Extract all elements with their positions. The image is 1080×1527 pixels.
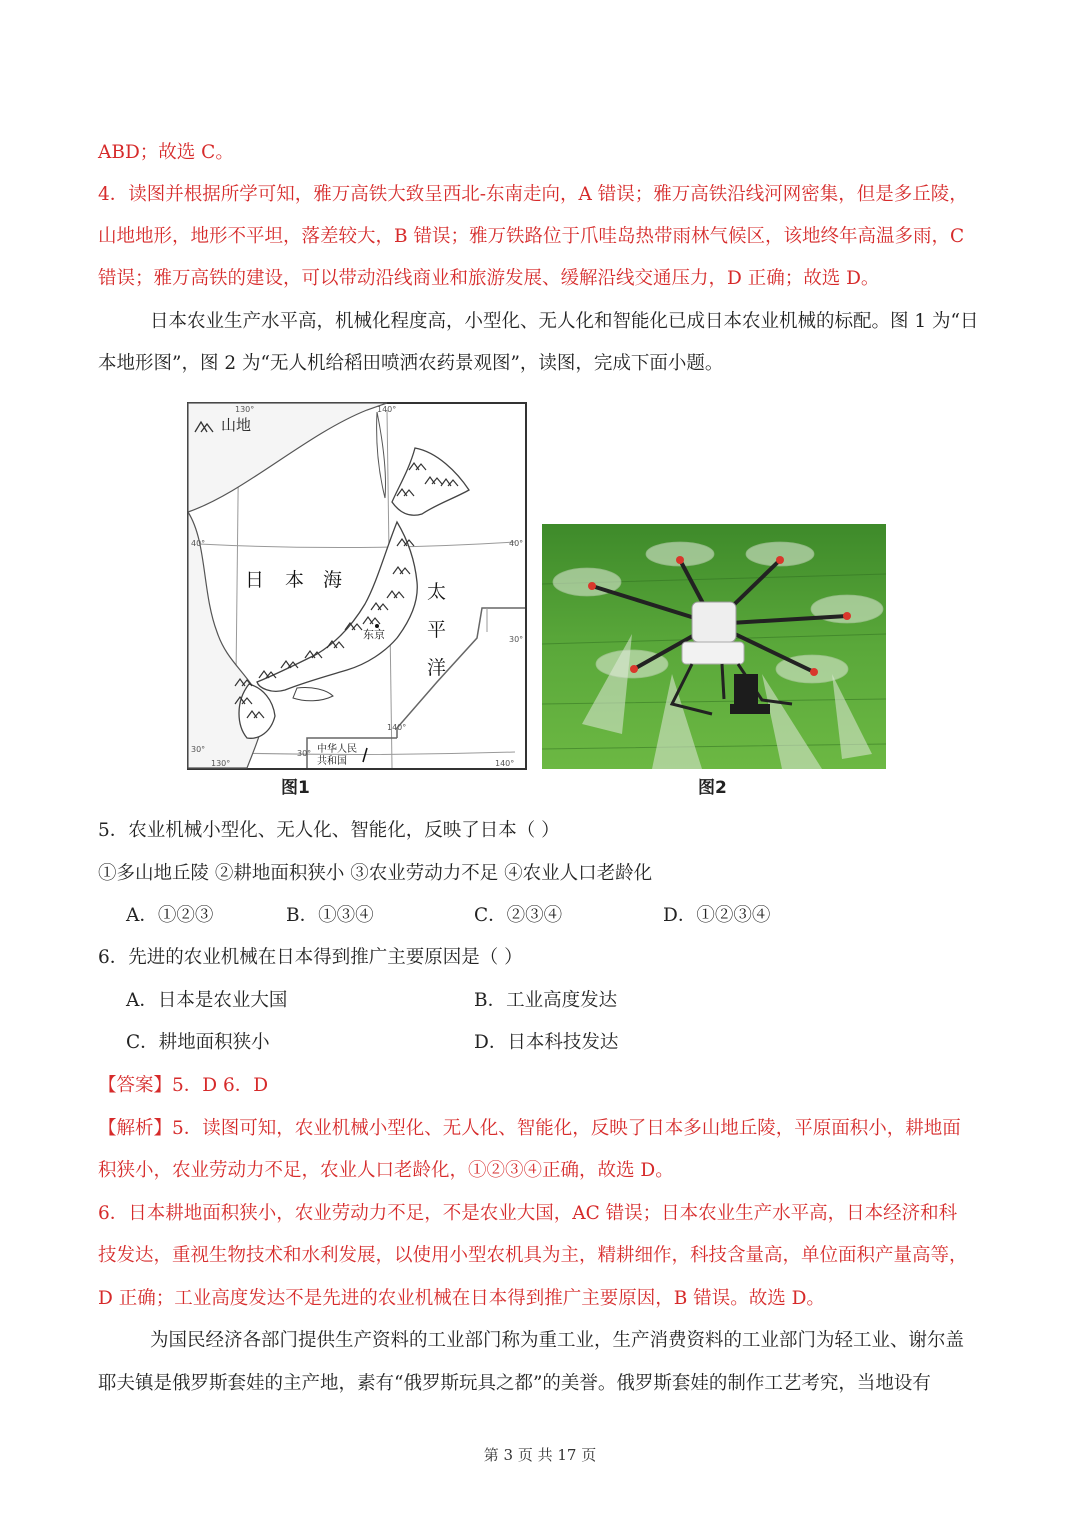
q6-option-d: D．日本科技发达 xyxy=(474,1032,619,1053)
figure-2-drone-photo xyxy=(542,524,886,769)
q5-items: ①多山地丘陵 ②耕地面积狭小 ③农业劳动力不足 ④农业人口老龄化 xyxy=(98,863,653,884)
q4-analysis-line-2: 山地地形，地形不平坦，落差较大，B 错误；雅万铁路位于爪哇岛热带雨林气候区，该地终年高温多雨，C xyxy=(98,226,965,247)
q5-stem: 5．农业机械小型化、无人化、智能化，反映了日本（ ） xyxy=(98,820,560,841)
legend-label: 山地 xyxy=(221,416,252,434)
intro-line-1: 日本农业生产水平高，机械化程度高，小型化、无人化和智能化已成日本农业机械的标配。图 1 为“日 xyxy=(150,311,979,332)
page-footer: 第 3 页 共 17 页 xyxy=(483,1446,597,1464)
analysis-label: 【解析】 xyxy=(98,1118,173,1139)
q5-option-b: B．①③④ xyxy=(286,905,374,926)
q4-analysis-line-1: 4．读图并根据所学可知，雅万高铁大致呈西北-东南走向，A 错误；雅万高铁沿线河网密集，但是多丘陵， xyxy=(98,184,968,205)
tick-right-40: 40° xyxy=(509,539,524,548)
analysis-line-5: D 正确；工业高度发达不是先进的农业机械在日本得到推广主要原因，B 错误。故选 D。 xyxy=(98,1288,825,1309)
figure-2-caption: 图2 xyxy=(698,778,727,798)
inset-label-2: 共和国 xyxy=(317,756,347,767)
ocean-char-2: 平 xyxy=(427,619,447,641)
sea-char-3: 海 xyxy=(323,569,343,591)
analysis-text-1: 5．读图可知，农业机械小型化、无人化、智能化，反映了日本多山地丘陵，平原面积小，耕地面 xyxy=(172,1118,961,1139)
q6-stem: 6．先进的农业机械在日本得到推广主要原因是（ ） xyxy=(98,947,523,968)
answer-label: 【答案】 xyxy=(98,1075,173,1096)
sea-char-1: 日 xyxy=(245,569,265,591)
tick-mid-30: 30° xyxy=(297,749,312,758)
tick-right-30: 30° xyxy=(509,635,524,644)
answer-line xyxy=(98,1077,268,1096)
sea-char-2: 本 xyxy=(285,569,305,591)
answer-value: 5．D 6．D xyxy=(172,1075,269,1096)
tick-mid-140: 140° xyxy=(387,723,407,732)
q5-option-a: A．①②③ xyxy=(126,905,214,926)
next-intro-line-1: 为国民经济各部门提供生产资料的工业部门称为重工业，生产消费资料的工业部门为轻工业、谢尔盖 xyxy=(150,1330,965,1351)
ocean-char-1: 太 xyxy=(427,581,447,603)
figure-1-caption: 图1 xyxy=(281,778,310,798)
analysis-line-2: 积狭小，农业劳动力不足，农业人口老龄化，①②③④正确，故选 D。 xyxy=(98,1160,674,1181)
analysis-line-3: 6．日本耕地面积狭小，农业劳动力不足，不是农业大国，AC 错误；日本农业生产水平高，日本经济和科 xyxy=(98,1203,958,1224)
q6-option-c: C．耕地面积狭小 xyxy=(126,1032,270,1053)
ocean-char-3: 洋 xyxy=(427,657,447,679)
q4-analysis-line-3: 错误；雅万高铁的建设，可以带动沿线商业和旅游发展、缓解沿线交通压力，D 正确；故选 D。 xyxy=(98,268,880,289)
tick-left-40: 40° xyxy=(191,539,206,548)
tick-top-130: 130° xyxy=(235,405,255,414)
figure-1-japan-map xyxy=(187,402,527,770)
inset-label-1: 中华人民 xyxy=(317,744,357,755)
q5-option-c: C．②③④ xyxy=(474,905,563,926)
q6-option-b: B．工业高度发达 xyxy=(474,990,618,1011)
q5-option-d: D．①②③④ xyxy=(663,905,771,926)
tick-bottom-130: 130° xyxy=(211,759,231,768)
city-label: 东京 xyxy=(363,628,385,641)
analysis-line-4: 技发达，重视生物技术和水利发展，以使用小型农机具为主，精耕细作，科技含量高，单位面积产量高等， xyxy=(98,1245,968,1266)
next-intro-line-2: 耶夫镇是俄罗斯套娃的主产地，素有“俄罗斯玩具之都”的美誉。俄罗斯套娃的制作工艺考究，当地设有 xyxy=(98,1373,931,1394)
intro-line-2: 本地形图”，图 2 为“无人机给稻田喷洒农药景观图”，读图，完成下面小题。 xyxy=(98,353,724,374)
tick-left-30: 30° xyxy=(191,745,206,754)
answer-continuation: ABD；故选 C。 xyxy=(98,142,234,163)
q6-option-a: A．日本是农业大国 xyxy=(126,990,288,1011)
tick-bottom-140: 140° xyxy=(495,759,515,768)
tick-top-140: 140° xyxy=(377,405,397,414)
analysis-line-1 xyxy=(98,1120,961,1139)
